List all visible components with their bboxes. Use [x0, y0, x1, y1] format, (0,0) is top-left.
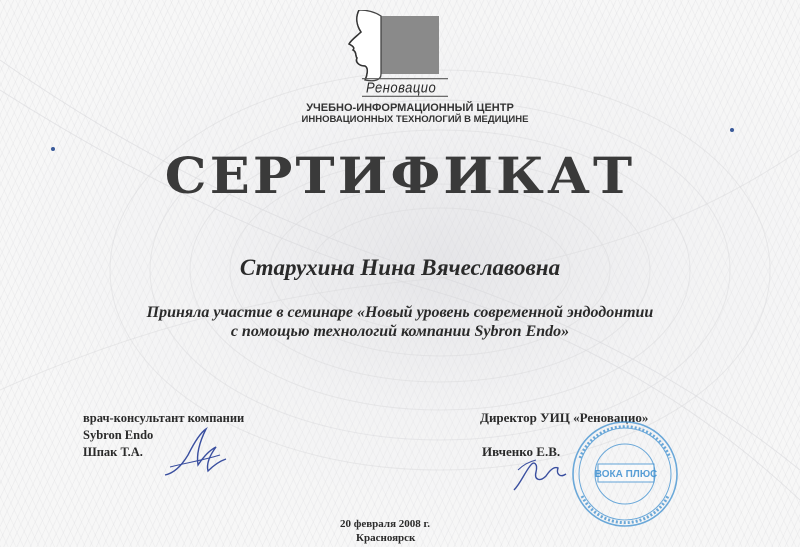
handwritten-signature-right: [510, 440, 580, 500]
organization-line-2: ИННОВАЦИОННЫХ ТЕХНОЛОГИЙ В МЕДИЦИНЕ: [301, 114, 529, 125]
logo-brand-word: [362, 78, 448, 97]
issue-city: Красноярск: [356, 532, 416, 544]
right-signatory-title: Директор УИЦ «Реновацио»: [480, 410, 649, 425]
left-signatory-role: врач-консультант компании: [83, 411, 245, 425]
certificate-title: СЕРТИФИКАТ: [164, 146, 636, 205]
right-signatory-name: Ивченко Е.В.: [482, 444, 561, 459]
stamp-center-text: ВОКА ПЛЮС: [594, 469, 658, 480]
logo-brand-text: Реновацио: [366, 79, 437, 96]
description-line-2: с помощью технологий компании Sybron Endo»: [230, 323, 570, 340]
left-signatory-name: Шпак Т.А.: [83, 445, 143, 459]
recipient-name: Старухина Нина Вячеславовна: [239, 255, 561, 280]
issue-date: 20 февраля 2008 г.: [340, 518, 431, 530]
left-signatory-company: Sybron Endo: [83, 428, 154, 442]
handwritten-signature-left: [160, 425, 230, 485]
organization-line-1: УЧЕБНО-ИНФОРМАЦИОННЫЙ ЦЕНТР: [306, 102, 514, 114]
decorative-dot: [730, 128, 734, 132]
description-line-1: Приняла участие в семинаре «Новый уровень современной эндодонтии: [146, 304, 654, 321]
